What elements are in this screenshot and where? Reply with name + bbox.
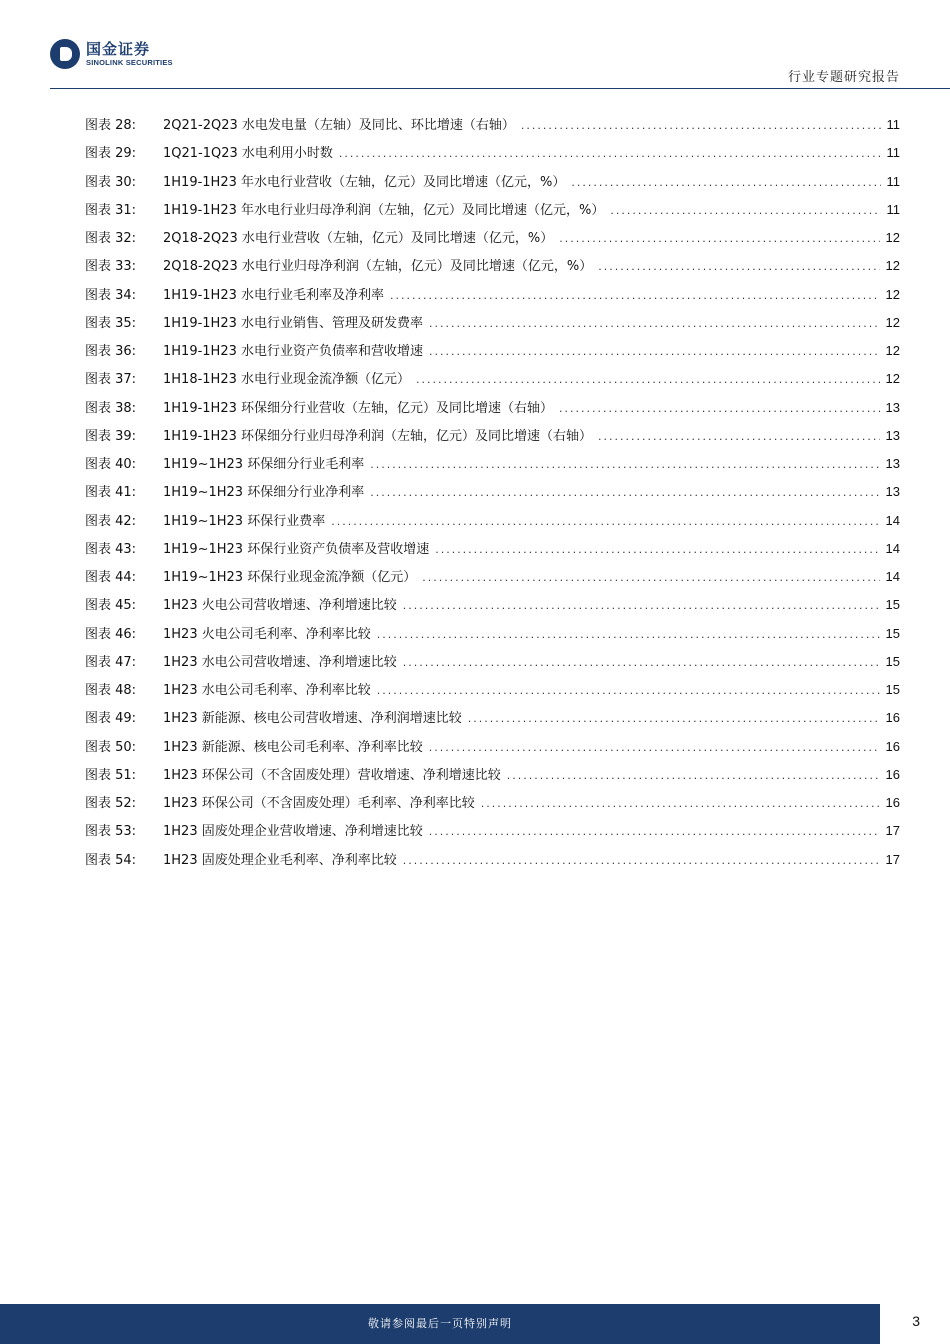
toc-entry-label: 图表 39: — [85, 428, 137, 444]
toc-entry[interactable] — [85, 510, 900, 538]
toc-entry-label: 图表 51: — [85, 767, 137, 783]
toc-entry-label: 图表 44: — [85, 570, 137, 585]
toc-leader-dots — [370, 458, 879, 471]
toc-leader-dots — [429, 825, 880, 838]
toc-leader-dots — [468, 712, 880, 725]
toc-entry-title: 2Q18-2Q23 水电行业营收（左轴，亿元）及同比增速（亿元，%） — [163, 231, 554, 246]
toc-entry-title: 1H19-1H23 年水电行业归母净利润（左轴，亿元）及同比增速（亿元，%） — [163, 202, 605, 218]
toc-entry-title: 1H19-1H23 水电行业资产负债率和营收增速 — [163, 344, 424, 359]
toc-leader-dots — [331, 515, 879, 528]
toc-entry-title: 1H23 水电公司毛利率、净利率比较 — [163, 683, 371, 698]
toc-entry[interactable] — [85, 792, 900, 820]
toc-entry-label: 图表 42: — [85, 513, 137, 529]
toc-entry-title: 2Q18-2Q23 水电行业归母净利润（左轴，亿元）及同比增速（亿元，%） — [163, 259, 593, 275]
toc-leader-dots — [435, 543, 879, 556]
toc-leader-dots — [429, 345, 880, 358]
toc-entry-title: 1H19-1H23 环保细分行业归母净利润（左轴，亿元）及同比增速（右轴） — [163, 428, 593, 444]
toc-leader-dots — [598, 260, 879, 273]
toc-entry-page: 15 — [885, 597, 900, 613]
toc-leader-dots — [507, 769, 880, 782]
toc-entry-label: 图表 30: — [85, 174, 137, 190]
toc-entry-page: 16 — [885, 795, 900, 810]
toc-entry-label: 图表 38: — [85, 400, 137, 416]
logo-icon — [50, 39, 80, 69]
toc-entry-page: 12 — [885, 286, 900, 302]
toc-entry-title: 1H23 火电公司毛利率、净利率比较 — [163, 626, 371, 642]
toc-leader-dots — [390, 289, 880, 302]
toc-entry-title: 1H23 环保公司（不含固废处理）营收增速、净利增速比较 — [163, 767, 501, 783]
toc-entry-page: 13 — [885, 399, 900, 415]
toc-entry-title: 1H19~1H23 环保行业费率 — [163, 513, 326, 529]
toc-entry-page: 16 — [885, 766, 900, 782]
toc-entry-title: 1H23 新能源、核电公司营收增速、净利润增速比较 — [163, 711, 462, 727]
toc-leader-dots — [521, 119, 881, 132]
toc-entry-label: 图表 46: — [85, 626, 137, 642]
toc-entry-label: 图表 40: — [85, 457, 137, 472]
toc-entry-label: 图表 48: — [85, 683, 137, 698]
toc-entry[interactable] — [85, 679, 900, 707]
toc-entry[interactable] — [85, 849, 900, 877]
toc-entry[interactable] — [85, 340, 900, 368]
toc-entry-page: 14 — [885, 512, 900, 528]
toc-entry-page: 13 — [885, 427, 900, 443]
toc-entry-title: 1H19~1H23 环保行业现金流净额（亿元） — [163, 570, 417, 585]
toc-leader-dots — [370, 486, 879, 499]
toc-entry[interactable] — [85, 425, 900, 453]
toc-entry[interactable] — [85, 566, 900, 594]
toc-entry-title: 1H23 新能源、核电公司毛利率、净利率比较 — [163, 739, 423, 755]
toc-entry[interactable] — [85, 284, 900, 312]
toc-entry-title: 1H19-1H23 水电行业毛利率及净利率 — [163, 287, 385, 303]
toc-entry[interactable] — [85, 481, 900, 509]
table-of-figures — [85, 114, 900, 877]
page-footer — [0, 1304, 950, 1344]
toc-entry-page: 17 — [885, 823, 900, 839]
toc-entry[interactable] — [85, 453, 900, 481]
toc-entry-label: 图表 45: — [85, 598, 137, 614]
logo-chinese-name: 国金证券 — [86, 40, 151, 58]
toc-leader-dots — [403, 599, 880, 612]
toc-entry[interactable] — [85, 227, 900, 255]
toc-entry-label: 图表 36: — [85, 344, 137, 359]
toc-entry-label: 图表 37: — [85, 372, 137, 388]
toc-leader-dots — [377, 628, 880, 641]
report-type: 行业专题研究报告 — [787, 70, 900, 85]
company-logo — [50, 36, 173, 72]
toc-entry-title: 2Q21-2Q23 水电发电量（左轴）及同比、环比增速（右轴） — [163, 118, 515, 133]
footer-disclaimer: 敬请参阅最后一页特别声明 — [368, 1317, 512, 1330]
page-header — [0, 0, 950, 92]
toc-entry[interactable] — [85, 651, 900, 679]
toc-entry[interactable] — [85, 255, 900, 283]
toc-entry[interactable] — [85, 114, 900, 142]
logo-text — [86, 41, 173, 67]
toc-entry-title: 1H18-1H23 水电行业现金流净额（亿元） — [163, 372, 411, 388]
toc-entry-title: 1H23 火电公司营收增速、净利增速比较 — [163, 598, 397, 614]
toc-entry-title: 1H19-1H23 年水电行业营收（左轴，亿元）及同比增速（亿元，%） — [163, 174, 566, 190]
toc-entry-title: 1H23 固废处理企业营收增速、净利增速比较 — [163, 824, 423, 840]
toc-entry-page: 12 — [885, 230, 900, 245]
toc-entry-label: 图表 31: — [85, 202, 137, 218]
toc-entry-label: 图表 54: — [85, 852, 137, 868]
toc-entry[interactable] — [85, 538, 900, 566]
toc-entry-page: 17 — [885, 851, 900, 867]
toc-leader-dots — [416, 373, 880, 386]
toc-entry-page: 13 — [885, 456, 900, 471]
toc-leader-dots — [559, 232, 879, 245]
toc-entry-title: 1H19-1H23 水电行业销售、管理及研发费率 — [163, 315, 424, 331]
toc-entry-label: 图表 43: — [85, 541, 137, 557]
toc-entry-page: 11 — [886, 117, 900, 132]
toc-entry-label: 图表 50: — [85, 739, 137, 755]
toc-entry-page: 16 — [885, 738, 900, 754]
toc-entry-title: 1H23 环保公司（不含固废处理）毛利率、净利率比较 — [163, 796, 475, 811]
toc-entry-label: 图表 29: — [85, 146, 137, 162]
toc-entry[interactable] — [85, 736, 900, 764]
toc-entry-title: 1H19~1H23 环保细分行业净利率 — [163, 485, 365, 501]
toc-leader-dots — [481, 797, 880, 810]
toc-entry[interactable] — [85, 594, 900, 622]
toc-entry-title: 1Q21-1Q23 水电利用小时数 — [163, 146, 333, 162]
toc-entry-page: 13 — [885, 484, 900, 500]
toc-entry[interactable] — [85, 199, 900, 227]
toc-entry-title: 1H19~1H23 环保细分行业毛利率 — [163, 457, 365, 472]
toc-entry[interactable] — [85, 820, 900, 848]
toc-entry-title: 1H23 固废处理企业毛利率、净利率比较 — [163, 852, 397, 868]
toc-entry-page: 12 — [885, 258, 900, 274]
toc-entry-page: 12 — [885, 343, 900, 358]
toc-entry-page: 14 — [885, 569, 900, 584]
toc-entry-label: 图表 32: — [85, 231, 137, 246]
toc-entry-label: 图表 28: — [85, 118, 137, 133]
logo-english-name: SINOLINK SECURITIES — [86, 58, 173, 67]
page-number: 3 — [912, 1313, 920, 1329]
toc-entry-page: 14 — [885, 540, 900, 556]
toc-entry-title: 1H19-1H23 环保细分行业营收（左轴，亿元）及同比增速（右轴） — [163, 400, 554, 416]
toc-entry-label: 图表 47: — [85, 654, 137, 670]
toc-entry-page: 11 — [886, 173, 900, 189]
toc-entry-label: 图表 53: — [85, 824, 137, 840]
toc-leader-dots — [429, 741, 880, 754]
toc-entry-page: 15 — [885, 653, 900, 669]
toc-entry[interactable] — [85, 312, 900, 340]
toc-leader-dots — [610, 204, 880, 217]
toc-leader-dots — [403, 656, 880, 669]
toc-entry[interactable] — [85, 707, 900, 735]
toc-entry-label: 图表 49: — [85, 711, 137, 727]
toc-leader-dots — [339, 147, 881, 160]
toc-entry-title: 1H19~1H23 环保行业资产负债率及营收增速 — [163, 541, 430, 557]
toc-leader-dots — [403, 854, 880, 867]
header-divider — [50, 88, 950, 89]
toc-entry[interactable] — [85, 142, 900, 170]
toc-leader-dots — [559, 402, 880, 415]
toc-entry-label: 图表 41: — [85, 485, 137, 501]
toc-entry-page: 15 — [885, 682, 900, 697]
toc-leader-dots — [429, 317, 880, 330]
toc-leader-dots — [377, 684, 880, 697]
toc-entry-page: 12 — [885, 314, 900, 330]
toc-entry-page: 11 — [886, 145, 900, 161]
toc-leader-dots — [598, 430, 880, 443]
toc-entry-label: 图表 34: — [85, 287, 137, 303]
toc-leader-dots — [422, 571, 879, 584]
toc-entry-page: 16 — [885, 710, 900, 726]
toc-entry-label: 图表 35: — [85, 315, 137, 331]
toc-entry-label: 图表 52: — [85, 796, 137, 811]
toc-entry[interactable] — [85, 397, 900, 425]
toc-entry[interactable] — [85, 171, 900, 199]
toc-leader-dots — [571, 176, 880, 189]
toc-entry-page: 15 — [885, 625, 900, 641]
toc-entry-title: 1H23 水电公司营收增速、净利增速比较 — [163, 654, 397, 670]
toc-entry[interactable] — [85, 368, 900, 396]
toc-entry-page: 11 — [886, 201, 900, 217]
toc-entry[interactable] — [85, 623, 900, 651]
toc-entry[interactable] — [85, 764, 900, 792]
toc-entry-label: 图表 33: — [85, 259, 137, 275]
toc-entry-page: 12 — [885, 371, 900, 387]
